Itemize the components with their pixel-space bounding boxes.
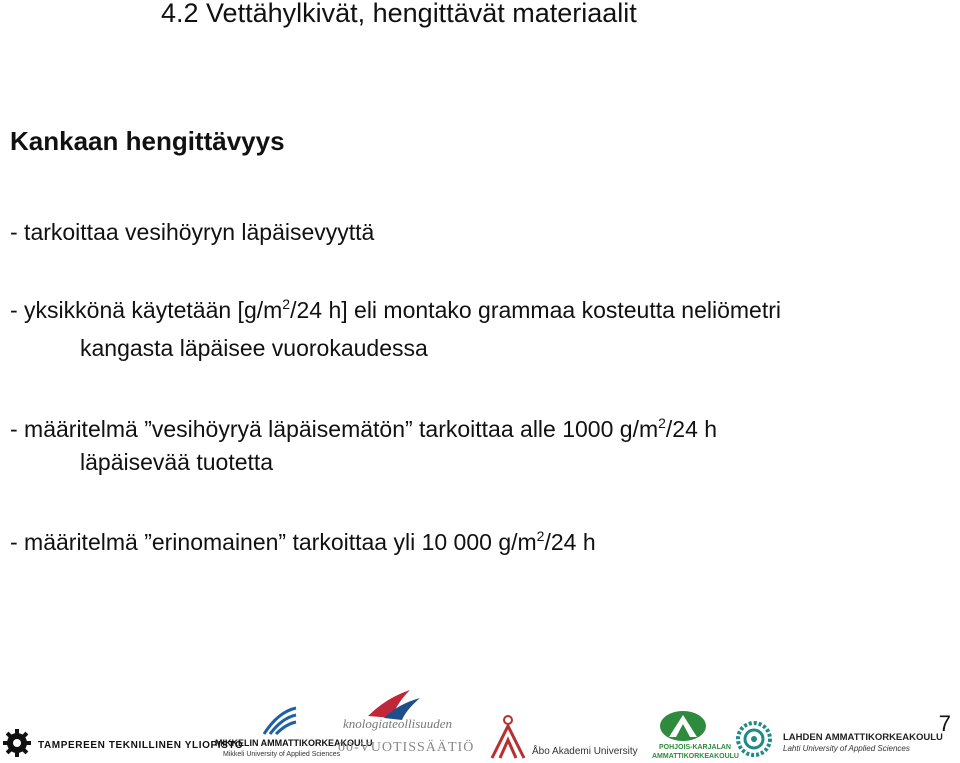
bullet-waterproof-line2: läpäisevää tuotetta <box>80 449 274 475</box>
abo-emblem-icon <box>490 714 526 760</box>
bullet-unit-post: /24 h] eli montako grammaa kosteutta neliömetri <box>290 297 781 323</box>
pkamk-name: POHJOIS-KARJALAN <box>659 744 731 751</box>
page-number: 7 <box>938 711 951 736</box>
slide-title: 4.2 Vettähylkivät, hengittävät materiaalit <box>161 0 637 28</box>
bullet-unit-sup: 2 <box>282 296 291 312</box>
mamk-name: MIKKELIN AMMATTIKORKEAKOULU <box>215 738 373 748</box>
bullet-excellent-post: /24 h <box>544 529 596 555</box>
section-heading: Kankaan hengittävyys <box>10 126 285 156</box>
bullet-unit <box>10 297 781 324</box>
bullet-waterproof-post: /24 h <box>665 416 718 442</box>
bullet-waterproof-sup: 2 <box>658 415 666 431</box>
tek-name: knologiateollisuuden <box>343 716 453 731</box>
bullet-excellent <box>10 529 596 556</box>
abo-name: Åbo Akademi University <box>532 746 638 757</box>
wave-icon <box>260 706 300 736</box>
pkamk-subname: AMMATTIKORKEAKOULU <box>652 753 739 760</box>
gear-icon <box>2 728 32 758</box>
partner-logos <box>0 680 960 763</box>
bullet-unit-line2: kangasta läpäisee vuorokaudessa <box>80 335 428 361</box>
bullet-waterproof-pre: - määritelmä ”vesihöyryä läpäisemätön” tarkoittaa alle 1000 g/m <box>10 416 659 442</box>
bullet-definition: - tarkoittaa vesihöyryn läpäisevyyttä <box>10 219 375 245</box>
lamk-subname: Lahti University of Applied Sciences <box>783 744 910 753</box>
bullet-excellent-sup: 2 <box>536 528 545 544</box>
lamk-name: LAHDEN AMMATTIKORKEAKOULU <box>783 732 943 743</box>
tty-name: TAMPEREEN TEKNILLINEN YLIOPISTO <box>38 740 244 751</box>
bullet-waterproof <box>10 416 717 443</box>
triangle-icon <box>659 710 707 742</box>
spiral-icon <box>735 720 773 758</box>
tek-subname: 00-VUOTISSÄÄTIÖ <box>338 740 475 755</box>
bullet-excellent-pre: - määritelmä ”erinomainen” tarkoittaa yli 10 000 g/m <box>10 529 537 555</box>
mamk-subname: Mikkeli University of Applied Sciences <box>223 751 341 758</box>
bullet-unit-pre: - yksikkönä käytetään [g/m <box>10 297 283 323</box>
